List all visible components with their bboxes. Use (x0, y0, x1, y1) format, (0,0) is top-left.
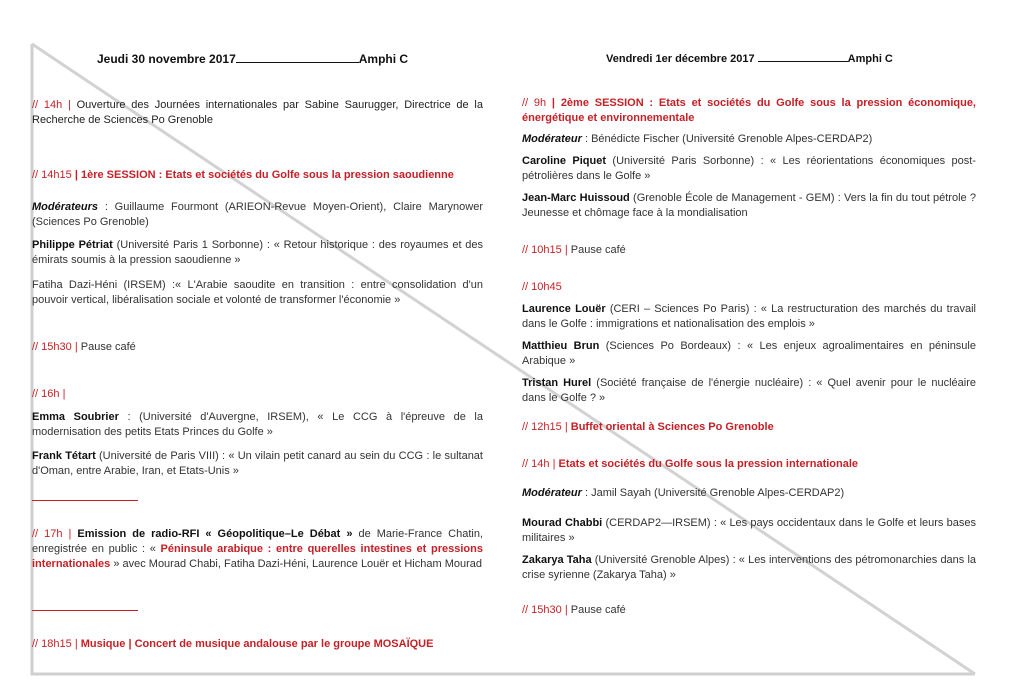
friday-header (606, 52, 893, 67)
talk-text: (Université Paris 1 Sorbonne) : « Retour historique : des royaumes et des émirats soumis à la pression saoudienne » (32, 239, 484, 266)
music-label: Musique (80, 638, 126, 650)
talk-text: (CERDAP2—IRSEM) : « Les pays occidentaux dans le Golfe et leurs bases militaires » (522, 517, 976, 544)
slot-10h45 (522, 280, 562, 295)
talk-chabbi (522, 516, 976, 546)
talk-louer (522, 302, 976, 332)
session3-time: // 14h (522, 458, 550, 470)
friday-date: Vendredi 1er décembre 2017 (606, 53, 755, 65)
break-text: Pause café (80, 341, 136, 353)
lunch-item: // 12h15 | Buffet oriental à Sciences Po Grenoble (522, 421, 774, 433)
speaker-name: Mourad Chabbi (522, 517, 603, 529)
separator-2 (32, 610, 138, 611)
session2-heading: // 9h | 2ème SESSION : Etats et sociétés du Golfe sous la pression économique, énergétique et environnementale (522, 97, 976, 124)
radio-text-1: de Marie-France Chatin, enregistrée en public : « (32, 528, 483, 555)
thursday-header (97, 52, 408, 67)
moderator-label: Modérateur (522, 133, 582, 145)
radio-time: // 17h (32, 528, 63, 540)
talk-petriat (32, 238, 483, 268)
talk-taha (522, 553, 976, 583)
talk-text: (Grenoble École de Management - GEM) : Vers la fin du tout pétrole ? Jeunesse et chômage face à la mondialisation (522, 192, 976, 219)
session1-title: 1ère SESSION : Etats et sociétés du Golfe sous la pression saoudienne (80, 169, 454, 181)
speaker-name: Matthieu Brun (522, 340, 600, 352)
music-text: Concert de musique andalouse par le groupe MOSAÏQUE (134, 638, 434, 650)
radio-item: // 17h | Emission de radio-RFI « Géopolitique–Le Débat » de Marie-France Chatin, enregistrée en public : « Péninsule arabique : entre querelles intestines et pressions internationales » avec Mourad Chabi, Fatiha Dazi-Héni, Laurence Louër et Hicham Mourad (32, 528, 483, 570)
talk-brun (522, 339, 976, 369)
session1-moderators (32, 200, 483, 230)
slot-time: // 16h (32, 388, 60, 400)
opening-item: // 14h | Ouverture des Journées internationales par Sabine Saurugger, Directrice de la Recherche de Sciences Po Grenoble (32, 99, 483, 126)
moderators-text: : Guillaume Fourmont (ARIEON-Revue Moyen-Orient), Claire Marynower (Sciences Po Grenoble) (32, 201, 483, 228)
break-1530: // 15h30 | Pause café (32, 341, 136, 353)
talk-piquet (522, 154, 976, 184)
session2-title: 2ème SESSION : Etats et sociétés du Golfe sous la pression économique, énergétique et environnementale (522, 97, 976, 124)
slot-16h: // 16h | (32, 388, 66, 400)
speaker-name: Zakarya Taha (522, 554, 592, 566)
moderator-label: Modérateur (522, 487, 582, 499)
speaker-name: Philippe Pétriat (32, 239, 113, 251)
session1-time: // 14h15 (32, 169, 72, 181)
speaker-name: Jean-Marc Huissoud (522, 192, 630, 204)
speaker-name: Tristan Hurel (522, 377, 592, 389)
speaker-name: Frank Tétart (32, 450, 96, 462)
separator-1 (32, 500, 138, 501)
friday-room: Amphi C (847, 53, 893, 65)
slot-time: // 10h45 (522, 281, 562, 293)
talk-text: (Sciences Po Bordeaux) : « Les enjeux agroalimentaires en péninsule Arabique » (522, 340, 976, 367)
radio-text-2: » avec Mourad Chabi, Fatiha Dazi-Héni, Laurence Louër et Hicham Mourad (113, 558, 483, 570)
talk-text: (Université de Paris VIII) : « Un vilain petit canard au sein du CCG : le sultanat d'Oman, entre Arabie, Iran, et Etats-Unis » (32, 450, 483, 477)
speaker-name: Caroline Piquet (522, 155, 607, 167)
talk-soubrier (32, 410, 483, 440)
music-item: // 18h15 | Musique | Concert de musique andalouse par le groupe MOSAÏQUE (32, 638, 434, 650)
talk-text: : (Université d'Auvergne, IRSEM), « Le CCG à l'épreuve de la modernisation des petits Etats Princes du Golfe » (32, 411, 483, 438)
thursday-date: Jeudi 30 novembre 2017 (97, 52, 236, 66)
session3-title: Etats et sociétés du Golfe sous la pression internationale (558, 458, 859, 470)
talk-text: (CERI – Sciences Po Paris) : « La restructuration des marchés du travail dans le Golfe : immigrations et nationalisation des emplois » (522, 303, 976, 330)
talk-text: (IRSEM) :« L'Arabie saoudite en transition : entre consolidation d'un pouvoir vertical, libéralisation sociale et volonté de transformer l'économie » (32, 279, 484, 306)
opening-text: Ouverture des Journées internationales par Sabine Saurugger, Directrice de la Recherche de Sciences Po Grenoble (32, 99, 483, 126)
music-time: // 18h15 (32, 638, 72, 650)
talk-hurel (522, 376, 976, 406)
moderator-text: : Bénédicte Fischer (Université Grenoble Alpes-CERDAP2) (584, 133, 873, 145)
session2-time: // 9h (522, 97, 547, 109)
lunch-time: // 12h15 (522, 421, 562, 433)
break-time: // 10h15 (522, 244, 562, 256)
session3-moderator (522, 486, 976, 501)
lunch-text: Buffet oriental à Sciences Po Grenoble (570, 421, 774, 433)
session3-heading: // 14h | Etats et sociétés du Golfe sous la pression internationale (522, 458, 859, 470)
moderators-label: Modérateurs (32, 201, 99, 213)
talk-text: (Société française de l'énergie nucléaire) : « Quel avenir pour le nucléaire dans le Golfe ? » (522, 377, 977, 404)
session1-heading: // 14h15 | 1ère SESSION : Etats et sociétés du Golfe sous la pression saoudienne (32, 169, 454, 181)
radio-theme: Péninsule arabique : entre querelles intestines et pressions internationales (32, 543, 483, 570)
speaker-name: Laurence Louër (522, 303, 606, 315)
break-text: Pause café (570, 604, 626, 616)
talk-huissoud (522, 191, 976, 221)
opening-time: // 14h (32, 99, 63, 111)
break-1530-fri: // 15h30 | Pause café (522, 604, 626, 616)
thursday-room: Amphi C (358, 52, 409, 66)
break-time: // 15h30 (32, 341, 72, 353)
radio-title: Emission de radio-RFI « Géopolitique–Le Débat » (77, 528, 353, 540)
talk-text: (Université Grenoble Alpes) : « Les interventions des pétromonarchies dans la crise syrienne (Zakarya Taha) » (522, 554, 977, 581)
talk-text: (Université Paris Sorbonne) : « Les réorientations économiques post-pétrolières dans le Golfe » (522, 155, 976, 182)
talk-dazi-heni (32, 278, 483, 308)
speaker-name: Emma Soubrier (32, 411, 119, 423)
session2-moderator (522, 132, 976, 147)
break-1015: // 10h15 | Pause café (522, 244, 626, 256)
moderator-text: : Jamil Sayah (Université Grenoble Alpes-CERDAP2) (584, 487, 845, 499)
speaker-name: Fatiha Dazi-Héni (32, 279, 118, 291)
break-text: Pause café (570, 244, 626, 256)
break-time: // 15h30 (522, 604, 562, 616)
talk-tetart (32, 449, 483, 479)
